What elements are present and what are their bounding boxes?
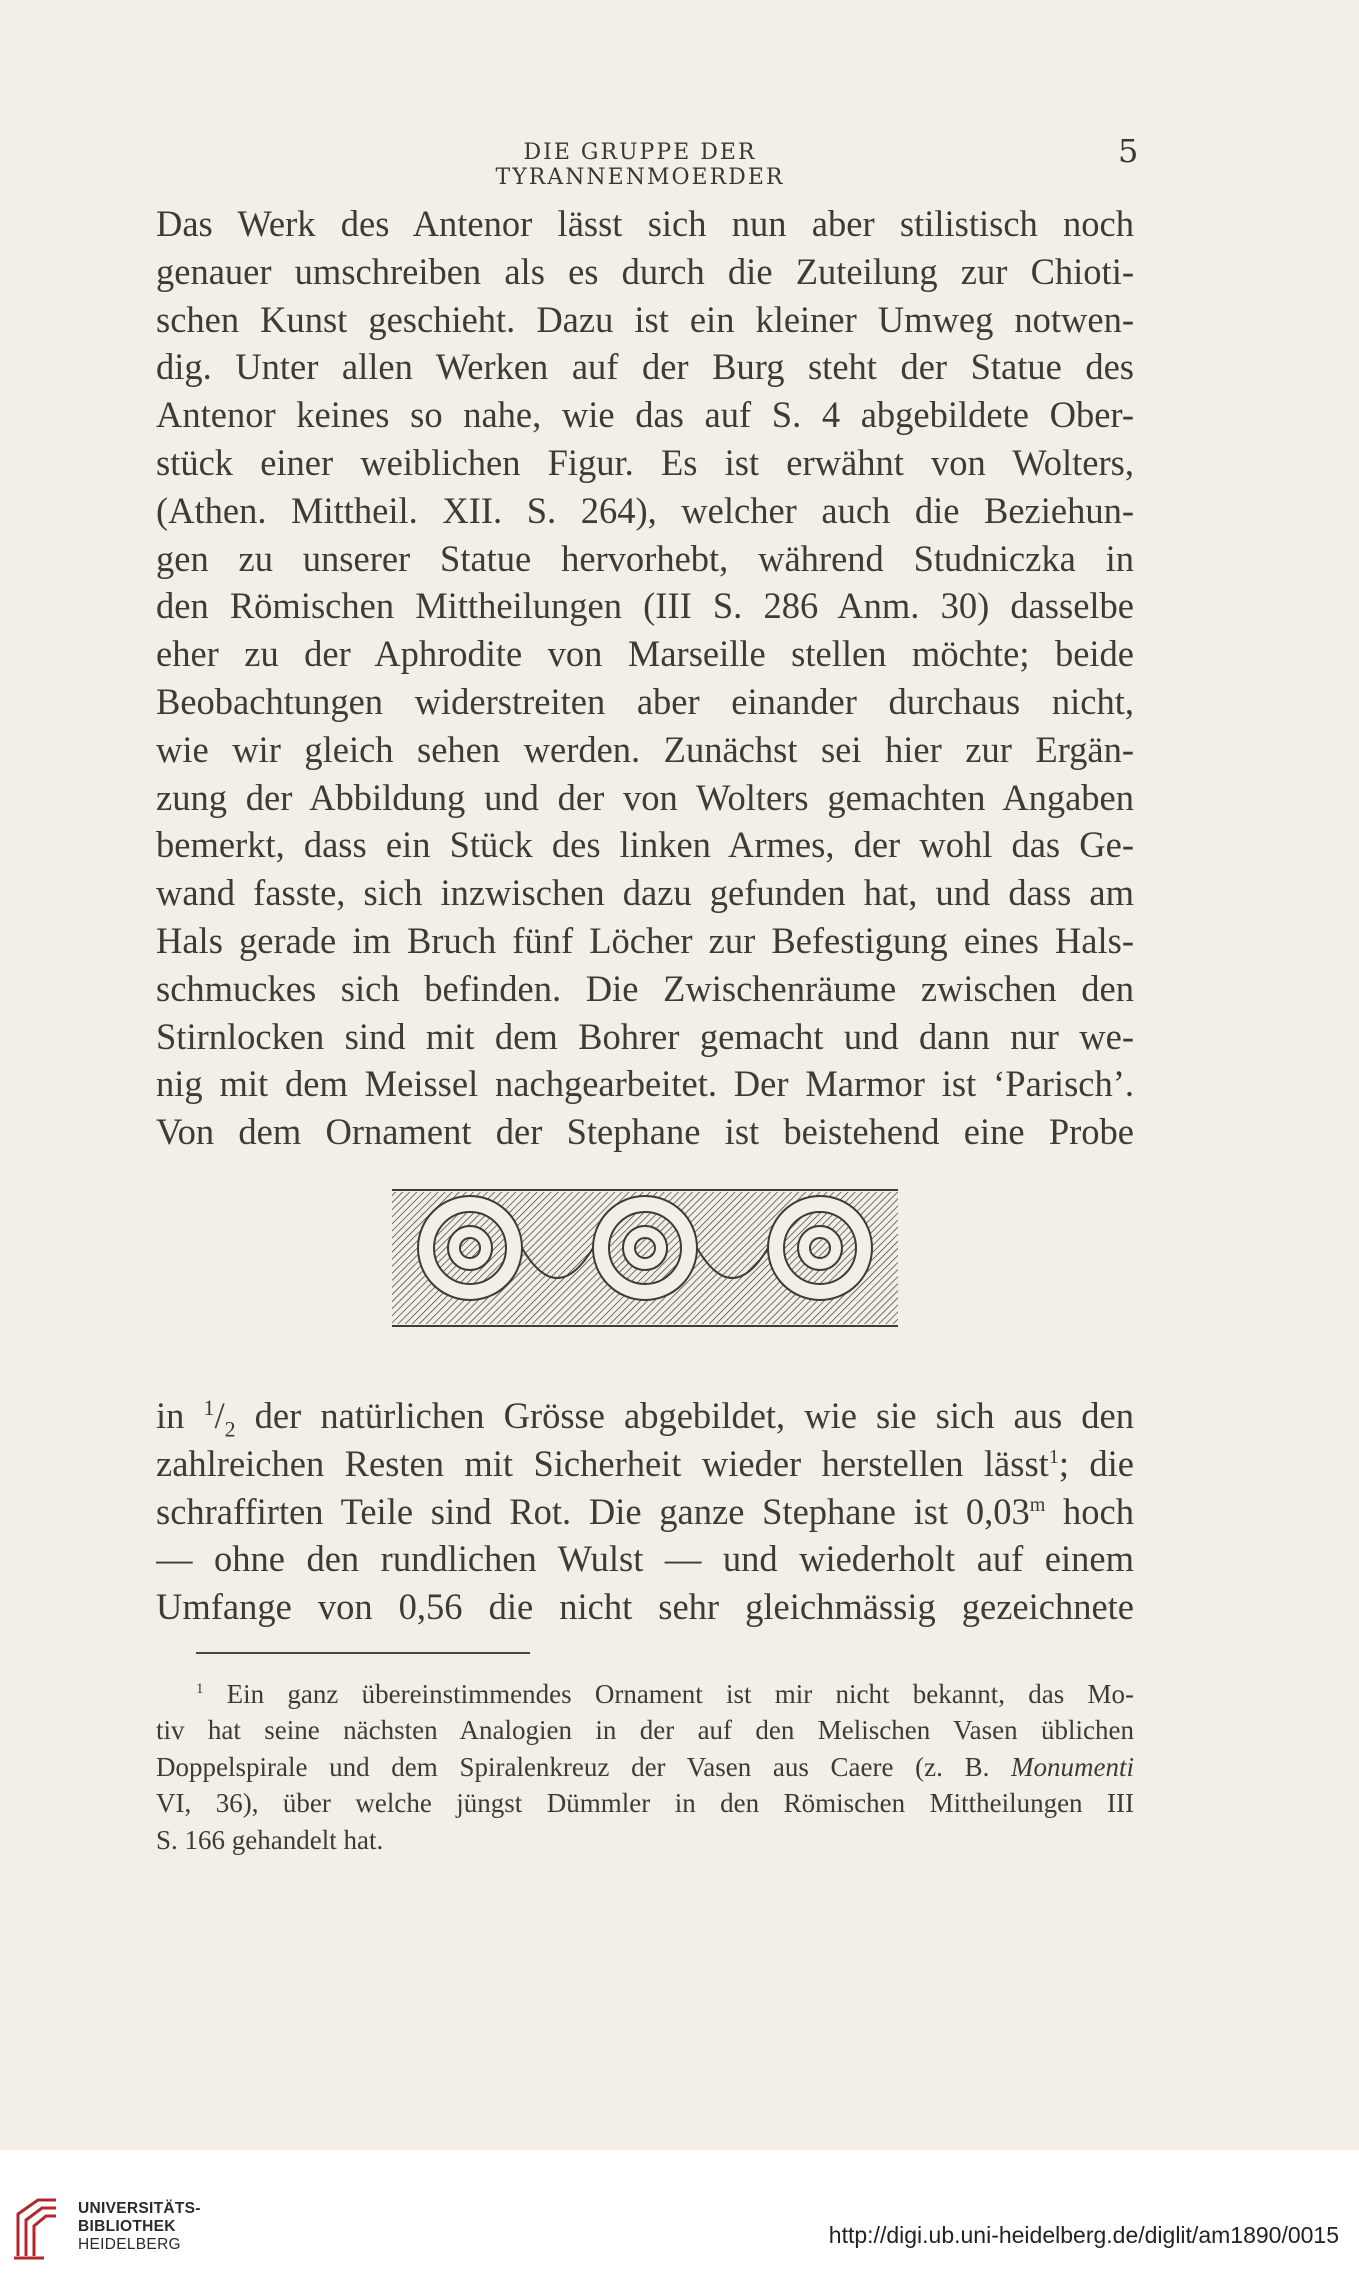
fraction-denominator: 2 bbox=[224, 1416, 236, 1440]
text-line: schraffirten Teile sind Rot. Die ganze Stephane ist 0,03$^m$ hoch bbox=[156, 1490, 1134, 1532]
text-line: Von dem Ornament der Stephane ist beistehend eine Probe bbox=[156, 1111, 1134, 1153]
page-number: 5 bbox=[1118, 132, 1139, 170]
fraction-slash: / bbox=[214, 1395, 225, 1436]
italic-title: Monumenti bbox=[1011, 1751, 1134, 1782]
text-line: Antenor keines so nahe, wie das auf S. 4 abgebildete Ober- bbox=[156, 394, 1134, 436]
spiral-middle-icon bbox=[593, 1196, 697, 1300]
paragraph-2 bbox=[156, 1392, 1134, 1631]
footnote-reference: 1 bbox=[1048, 1445, 1059, 1468]
text-line: Das Werk des Antenor lässt sich nun aber stilistisch noch bbox=[156, 203, 1134, 244]
footnote-line: Doppelspirale und dem Spiralenkreuz der Vasen aus Caere (z. B. Monumenti bbox=[156, 1751, 1134, 1782]
text-line: zung der Abbildung und der von Wolters gemachten Angaben bbox=[156, 776, 1134, 818]
text-line: stück einer weiblichen Figur. Es ist erwähnt von Wolters, bbox=[156, 441, 1134, 483]
text-line: schmuckes sich befinden. Die Zwischenräume zwischen den bbox=[156, 967, 1134, 1009]
text-line: (Athen. Mittheil. XII. S. 264), welcher auch die Beziehun- bbox=[156, 489, 1134, 531]
text-line: zahlreichen Resten mit Sicherheit wieder herstellen lässt$^1$; die bbox=[156, 1442, 1134, 1484]
footnote-line: VI, 36), über welche jüngst Dümmler in den Römischen Mittheilungen III bbox=[156, 1788, 1134, 1819]
unit-superscript: m bbox=[1029, 1493, 1046, 1516]
text-line: in $^1/_2$ der natürlichen Grösse abgebildet, wie sie sich aus den bbox=[156, 1394, 1134, 1440]
running-title: DIE GRUPPE DER TYRANNENMOERDER bbox=[495, 140, 785, 190]
footnote-divider bbox=[196, 1652, 530, 1654]
text-line: den Römischen Mittheilungen (III S. 286 Anm. 30) dasselbe bbox=[156, 585, 1134, 627]
text-line: nig mit dem Meissel nachgearbeitet. Der Marmor ist ‘Parisch’. bbox=[156, 1063, 1134, 1105]
text-line: Beobachtungen widerstreiten aber einander durchaus nicht, bbox=[156, 680, 1134, 722]
text-line: bemerkt, dass ein Stück des linken Armes, der wohl das Ge- bbox=[156, 824, 1134, 866]
spiral-left-icon bbox=[418, 1196, 522, 1300]
library-name: UNIVERSITÄTS- BIBLIOTHEK HEIDELBERG bbox=[78, 2200, 201, 2253]
text-line: Stirnlocken sind mit dem Bohrer gemacht und dann nur we- bbox=[156, 1015, 1134, 1057]
stephane-ornament-illustration bbox=[392, 1188, 898, 1328]
library-logo-icon bbox=[14, 2196, 60, 2262]
footnote bbox=[156, 1676, 1134, 1858]
text-line: schen Kunst geschieht. Dazu ist ein kleiner Umweg notwen- bbox=[156, 298, 1134, 340]
text-line: eher zu der Aphrodite von Marseille stellen möchte; beide bbox=[156, 633, 1134, 675]
paragraph-1 bbox=[156, 200, 1134, 1156]
footnote-line: tiv hat seine nächsten Analogien in der auf den Melischen Vasen üblichen bbox=[156, 1715, 1134, 1746]
footnote-line: $^1$ Ein ganz übereinstimmendes Ornament ist mir nicht bekannt, das Mo- bbox=[196, 1679, 1134, 1709]
fraction-numerator: 1 bbox=[203, 1394, 215, 1420]
text-line: Umfange von 0,56 die nicht sehr gleichmässig gezeichnete bbox=[156, 1586, 1134, 1628]
spiral-right-icon bbox=[768, 1196, 872, 1300]
source-url-link[interactable]: http://digi.ub.uni-heidelberg.de/diglit/am1890/0015 bbox=[828, 2222, 1339, 2248]
footer-bar bbox=[0, 2150, 1359, 2281]
text-line: Hals gerade im Bruch fünf Löcher zur Befestigung eines Hals- bbox=[156, 919, 1134, 961]
text-line: wand fasste, sich inzwischen dazu gefunden hat, und dass am bbox=[156, 872, 1134, 914]
footnote-line: S. 166 gehandelt hat. bbox=[156, 1824, 384, 1855]
text-line: — ohne den rundlichen Wulst — und wiederholt auf einem bbox=[156, 1538, 1134, 1580]
text-line: wie wir gleich sehen werden. Zunächst sei hier zur Ergän- bbox=[156, 728, 1134, 770]
text-line: gen zu unserer Statue hervorhebt, während Studniczka in bbox=[156, 537, 1134, 579]
footnote-marker: 1 bbox=[196, 1681, 204, 1697]
text-line: genauer umschreiben als es durch die Zuteilung zur Chioti- bbox=[156, 250, 1134, 292]
text-line: dig. Unter allen Werken auf der Burg steht der Statue des bbox=[156, 346, 1134, 388]
